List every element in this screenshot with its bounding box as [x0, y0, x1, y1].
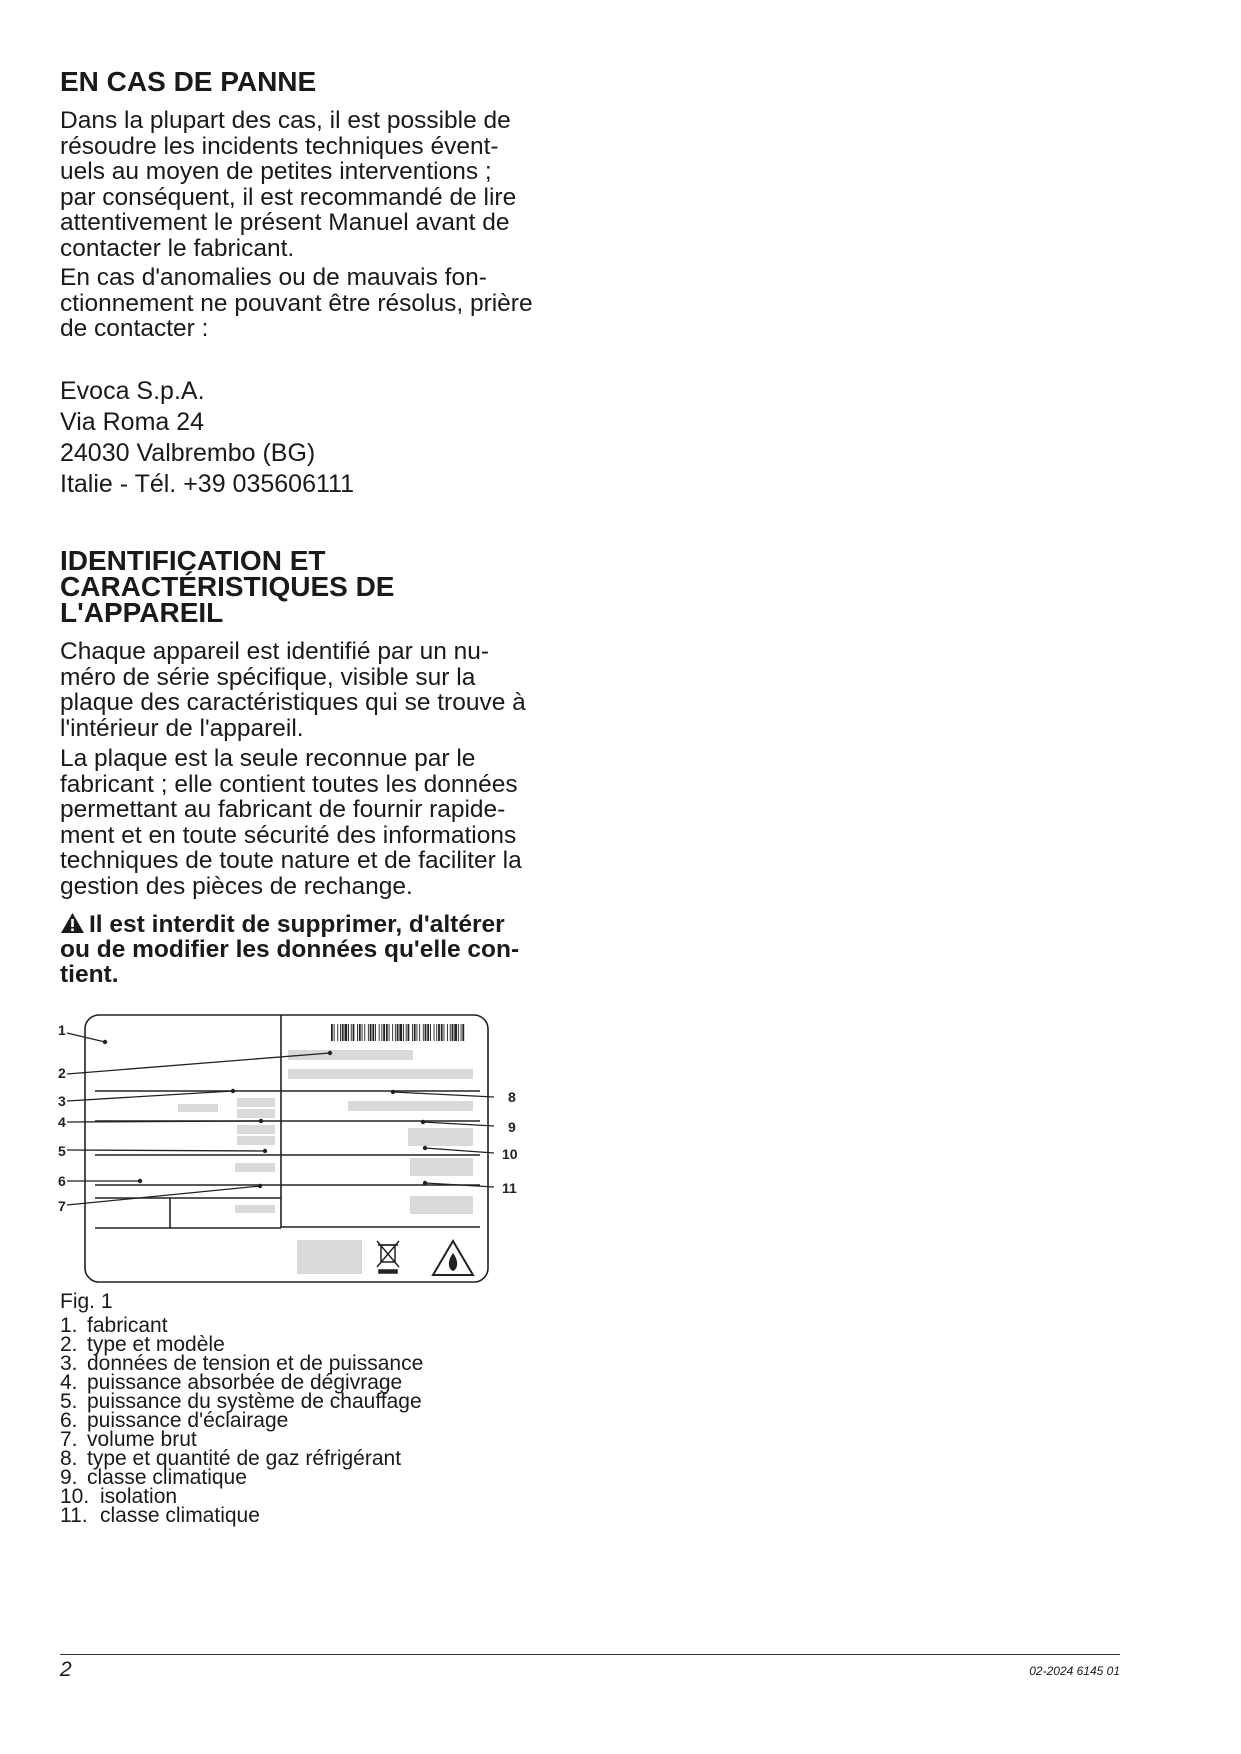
address-street: Via Roma 24: [60, 408, 205, 436]
legend-item: 11. classe climatique: [60, 1504, 260, 1527]
flammable-warning-icon: [433, 1241, 473, 1275]
figure-legend: [60, 1316, 423, 1525]
callout-10: 10: [502, 1146, 518, 1162]
ident-paragraph-1: Chaque appareil est identifié par un nu- méro de série spécifique, visible sur la plaque des caractéristiques qui se trouve à l'intérieur de l'appareil.: [60, 638, 526, 742]
legend-item: 7. volume brut: [60, 1428, 197, 1451]
address-phone: Italie - Tél. +39 035606111: [60, 470, 354, 498]
rating-plate-figure: [55, 1005, 518, 1285]
callout-7: 7: [58, 1198, 66, 1214]
callout-4: 4: [58, 1114, 66, 1130]
legend-item: 6. puissance d'éclairage: [60, 1409, 289, 1432]
legend-item: 9. classe climatique: [60, 1466, 247, 1489]
legend-item: 3. données de tension et de puissance: [60, 1352, 424, 1375]
barcode-bars: [331, 1024, 464, 1041]
callout-3: 3: [58, 1093, 66, 1109]
figure-caption: Fig. 1: [60, 1290, 113, 1313]
section-title-panne: EN CAS DE PANNE: [60, 66, 317, 97]
callout-11: 11: [502, 1180, 517, 1196]
section-title-identification: IDENTIFICATION ET CARACTÉRISTIQUES DE L'APPAREIL: [60, 545, 395, 628]
legend-item: 5. puissance du système de chauffage: [60, 1390, 422, 1413]
contact-address: [60, 376, 600, 500]
legend-item: 2. type et modèle: [60, 1333, 225, 1356]
document-code: 02-2024 6145 01: [1029, 1664, 1120, 1678]
weee-bin-icon: [377, 1241, 399, 1273]
warning-notice: Il est interdit de supprimer, d'altérer ou de modifier les données qu'elle con- tient.: [60, 911, 520, 988]
callout-8: 8: [508, 1089, 516, 1105]
address-company: Evoca S.p.A.: [60, 377, 205, 405]
plate-data-fields: [178, 1050, 473, 1274]
warning-triangle-icon: [60, 912, 85, 934]
address-city: 24030 Valbrembo (BG): [60, 439, 316, 467]
callout-6: 6: [58, 1173, 66, 1189]
footer-divider: [60, 1654, 1120, 1655]
legend-item: 4. puissance absorbée de dégivrage: [60, 1371, 403, 1394]
callout-9: 9: [508, 1119, 516, 1135]
page-number: 2: [60, 1658, 72, 1681]
legend-item: 10. isolation: [60, 1485, 178, 1508]
legend-item: 1. fabricant: [60, 1314, 168, 1337]
callout-1: 1: [58, 1022, 66, 1038]
ident-paragraph-2: La plaque est la seule reconnue par le fabricant ; elle contient toutes les données permettant au fabricant de fournir rapide- ment et en toute sécurité des informations techniques de toute nature et de faciliter la gestion des pièces de rechange.: [60, 745, 522, 900]
callout-5: 5: [58, 1143, 66, 1159]
callout-2: 2: [58, 1065, 66, 1081]
legend-item: 8. type et quantité de gaz réfrigérant: [60, 1447, 402, 1470]
panne-paragraph-2: En cas d'anomalies ou de mauvais fon- ctionnement ne pouvant être résolus, prière de contacter :: [60, 264, 533, 342]
panne-paragraph-1: Dans la plupart des cas, il est possible de résoudre les incidents techniques évent- uels au moyen de petites interventions ; par conséquent, il est recommandé de lire attentivement le présent Manuel avant de contacter le fabricant.: [60, 107, 517, 262]
